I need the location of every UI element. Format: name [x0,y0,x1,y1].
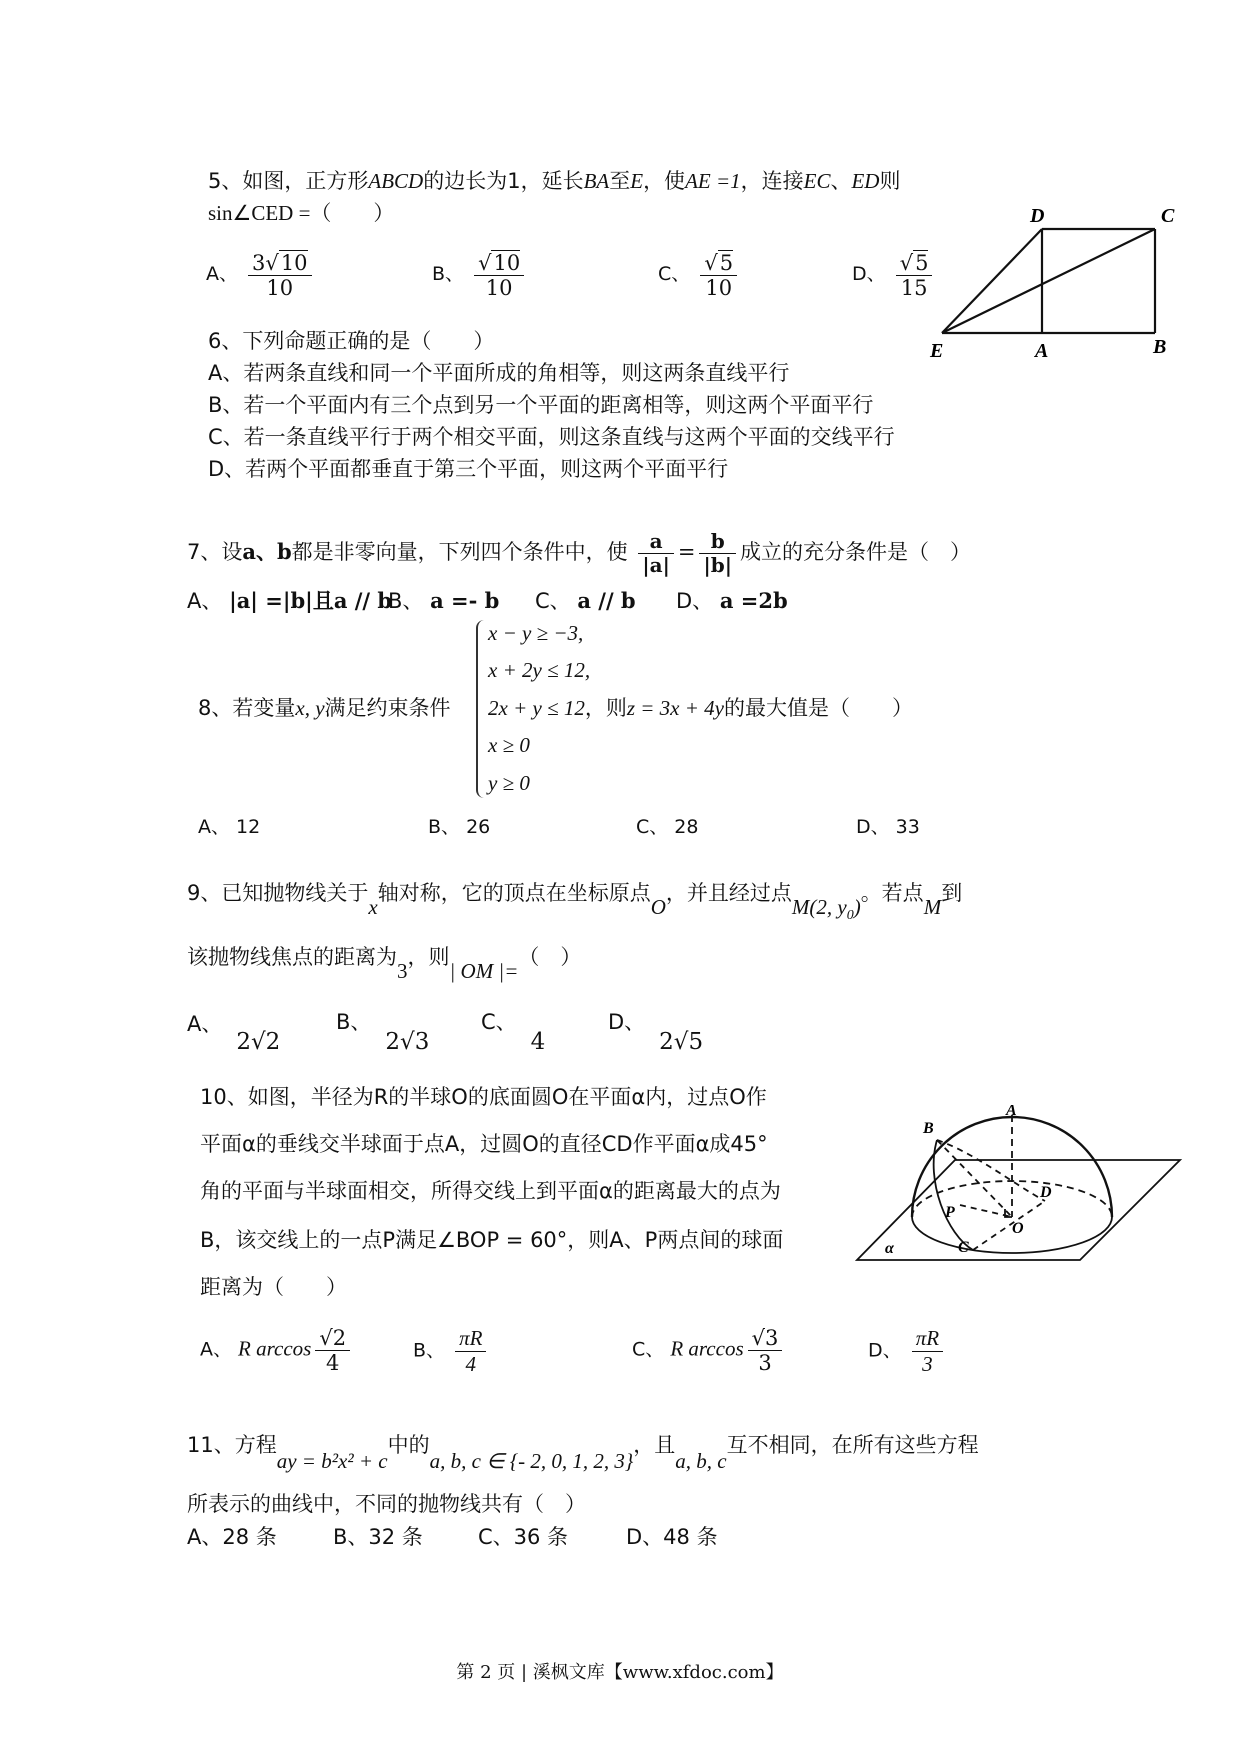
numerator: πR [912,1326,943,1352]
q11-text: 中的 [387,1433,430,1457]
option-value: 2√5 [659,1029,704,1055]
q11-abc: a, b, c [675,1449,727,1473]
fraction [455,1326,486,1377]
option-label: C、 [632,1338,665,1361]
q7-vectors: a、b [242,539,292,564]
q5-ec: EC [803,169,831,193]
label-p: P [945,1204,955,1221]
option-prefix: R arccos [238,1336,312,1361]
q10-option-b [413,1326,490,1377]
q8-text: ，则 [584,696,627,720]
label-c: C [958,1239,969,1256]
option-label: C、 [535,589,571,613]
q7-option-b [388,588,499,614]
q9-text: ，则 [407,945,450,969]
q7-frac-a [638,530,674,577]
q10-line1: 10、如图，半径为R的半球O的底面圆O在平面α内，过点O作 [200,1085,767,1109]
denominator: 10 [705,276,733,300]
option-value: 2√3 [385,1029,430,1055]
paren: ) [853,895,861,919]
q10-line5: 距离为（ ） [200,1275,347,1299]
label-a: A [1006,1105,1017,1119]
denominator: 10 [485,276,513,300]
q8-constraint-5: y ≥ 0 [488,771,530,795]
q6-option-c: C、若一条直线平行于两个相交平面，则这条直线与这两个平面的交线平行 [208,425,895,449]
q7-stem [187,522,971,582]
label-c: C [1161,205,1175,227]
fraction [248,250,312,300]
q10-option-c [632,1326,786,1375]
option-label: D、 [852,263,886,285]
q8-option-a: A、 12 [198,816,261,838]
line-ed [942,229,1042,333]
coef: 3 [252,251,266,275]
q5-option-c [658,250,741,300]
fraction [748,1326,783,1375]
q8-text: 满足约束条件 [324,696,451,720]
q11-equation: ay = b²x² + c [276,1449,388,1473]
q8-objective: z = 3x + 4y [626,696,724,720]
plane-alpha [857,1160,1180,1260]
option-value: |a| =|b|且a // b [229,588,393,613]
equals: = [677,540,696,564]
q9-option-c [481,1008,546,1055]
q11-text: 11、方程 [187,1433,277,1457]
option-label: B、 [413,1339,446,1362]
q5-text: 至 [609,169,631,193]
q8-stem-left [198,695,451,721]
q7-frac-b [699,530,736,577]
denominator: 4 [326,1351,340,1375]
numerator: √3 [748,1326,783,1351]
option-label: B、 [336,1010,372,1034]
option-value: 4 [530,1029,546,1055]
q5-option-b [432,250,528,300]
q7-option-d [676,588,788,614]
q8-constraint-1: x − y ≥ −3, [488,621,584,645]
denominator: 4 [465,1352,477,1376]
label-b: B [1153,336,1167,358]
option-label: C、 [481,1010,517,1034]
radicand: 10 [493,251,521,275]
q10-option-d [868,1326,947,1377]
q8-constraint-2: x + 2y ≤ 12, [488,658,591,682]
numerator: πR [455,1326,486,1352]
radicand: 10 [280,251,308,275]
numerator: √2 [315,1326,350,1351]
denominator: |b| [703,553,733,577]
q8-constraint-3: 2x + y ≤ 12 [488,696,585,720]
intersection-back [937,1140,1045,1201]
subscript: 0 [846,908,854,924]
q8-option-c: C、 28 [636,816,699,838]
option-value: 2√2 [236,1029,281,1055]
q9-text: 到 [941,881,963,905]
q6-option-d: D、若两个平面都垂直于第三个平面，则这两个平面平行 [208,457,729,481]
q5-option-a [206,250,316,300]
q5-sep: 、 [830,169,852,193]
option-prefix: R arccos [670,1336,744,1361]
q7-option-a [187,588,392,614]
label-o: O [1012,1220,1024,1237]
q8-option-d: D、 33 [856,816,920,838]
q5-ed: ED [851,169,880,193]
option-label: A、 [200,1338,232,1361]
q9-text: 9、已知抛物线关于 [187,881,369,905]
q11-option-b: B、32 条 [333,1525,423,1549]
q11-set: a, b, c ∈ {- 2, 0, 1, 2, 3} [429,1449,634,1473]
numerator: b [699,530,736,554]
option-value: a =2b [719,588,788,613]
q7-text: 成立的充分条件是（ ） [740,540,972,564]
q5-square-figure [925,205,1180,365]
fraction [315,1326,350,1375]
q5-ba: BA [583,169,610,193]
q10-line3: 角的平面与半球面相交，所得交线上到平面α的距离最大的点为 [200,1179,781,1203]
q5-text: ，使 [643,169,686,193]
option-label: A、 [187,589,223,613]
denominator: 15 [900,276,928,300]
q11-option-d: D、48 条 [626,1525,718,1549]
label-e: E [930,340,944,362]
q5-text: 则 [879,169,901,193]
q5-text: 的边长为1，延长 [423,169,584,193]
label-d: D [1030,205,1045,227]
denominator: 3 [758,1351,772,1375]
option-label: D、 [868,1339,902,1362]
q11-option-a: A、28 条 [187,1525,277,1549]
q9-om: | OM |= [449,959,519,983]
q11-line1 [187,1432,979,1473]
denominator: 3 [922,1352,933,1376]
q5-text: ，连接 [740,169,804,193]
fraction [474,250,524,300]
q10-option-a [200,1326,354,1375]
q9-text: ，并且经过点 [665,881,792,905]
q5-text: 5、如图，正方形 [208,169,369,193]
q6-option-b: B、若一个平面内有三个点到另一个平面的距离相等，则这两个平面平行 [208,393,874,417]
denominator: 10 [266,276,294,300]
q8-stem-right [488,695,913,721]
q9-option-b [336,1008,430,1055]
fraction [912,1326,943,1377]
radicand: 5 [719,251,734,275]
option-label: D、 [676,589,714,613]
page-footer: 第 2 页 | 溪枫文库【www.xfdoc.com】 [456,1662,784,1683]
q8-vars: x, y [295,696,325,720]
q9-text: 该抛物线焦点的距离为 [187,945,397,969]
q5-abcd: ABCD [368,169,424,193]
radicand: 5 [915,251,929,275]
option-label: A、 [187,1012,223,1036]
q7-text: 7、设 [187,540,243,564]
numerator: a [638,530,674,554]
q9-line2 [187,944,582,983]
q11-option-c: C、36 条 [478,1525,569,1549]
line-cd [973,1201,1045,1250]
q5-ae: AE =1 [685,169,741,193]
q8-constraint-4: x ≥ 0 [488,733,530,757]
q7-text: 都是非零向量，下列四个条件中，使 [291,540,628,564]
option-label: A、 [206,263,238,285]
point-m: M(2, y [791,895,847,919]
q9-o: O [650,895,666,919]
q10-line4: B，该交线上的一点P满足∠BOP = 60°，则A、P两点间的球面 [200,1228,784,1252]
q11-text: 互不相同，在所有这些方程 [726,1433,979,1457]
q5-option-d [852,250,936,300]
q9-option-d [608,1008,704,1055]
q9-three: 3 [397,959,408,983]
fraction [700,250,737,300]
option-value: a =- b [430,588,500,613]
q10-hemisphere-figure [855,1105,1185,1265]
q9-text: （ ） [518,945,582,969]
q9-m: M [923,895,942,919]
option-value: a // b [577,588,636,613]
q5-stem-line1 [208,168,900,194]
option-label: B、 [388,589,424,613]
q7-option-c [535,588,636,614]
option-label: C、 [658,263,691,285]
q11-line2: 所表示的曲线中，不同的抛物线共有（ ） [187,1492,586,1516]
q11-text: ，且 [633,1433,676,1457]
q8-option-b: B、 26 [428,816,491,838]
q8-text: 8、若变量 [198,696,296,720]
q8-brace [476,620,488,798]
option-label: B、 [432,263,465,285]
label-alpha: α [885,1240,894,1257]
q9-point-m [791,895,861,924]
q9-line1 [187,880,963,924]
q10-line2: 平面α的垂线交半球面于点A，过圆O的直径CD作平面α成45° [200,1132,768,1156]
label-d: D [1040,1184,1052,1201]
denominator: |a| [642,553,670,577]
q5-stem-line2: sin∠CED =（ ） [208,201,395,225]
q9-text: 。若点 [860,881,924,905]
q8-text: 的最大值是（ ） [724,696,913,720]
label-b: B [923,1120,934,1137]
q6-option-a: A、若两条直线和同一个平面所成的角相等，则这两条直线平行 [208,361,790,385]
q5-e: E [630,169,644,193]
q9-x: x [368,895,378,919]
q9-option-a [187,1010,281,1055]
q9-text: 轴对称，它的顶点在坐标原点 [377,881,651,905]
q6-stem: 6、下列命题正确的是（ ） [208,329,495,353]
option-label: D、 [608,1010,646,1034]
line-ec [942,229,1155,333]
label-a: A [1035,340,1049,362]
